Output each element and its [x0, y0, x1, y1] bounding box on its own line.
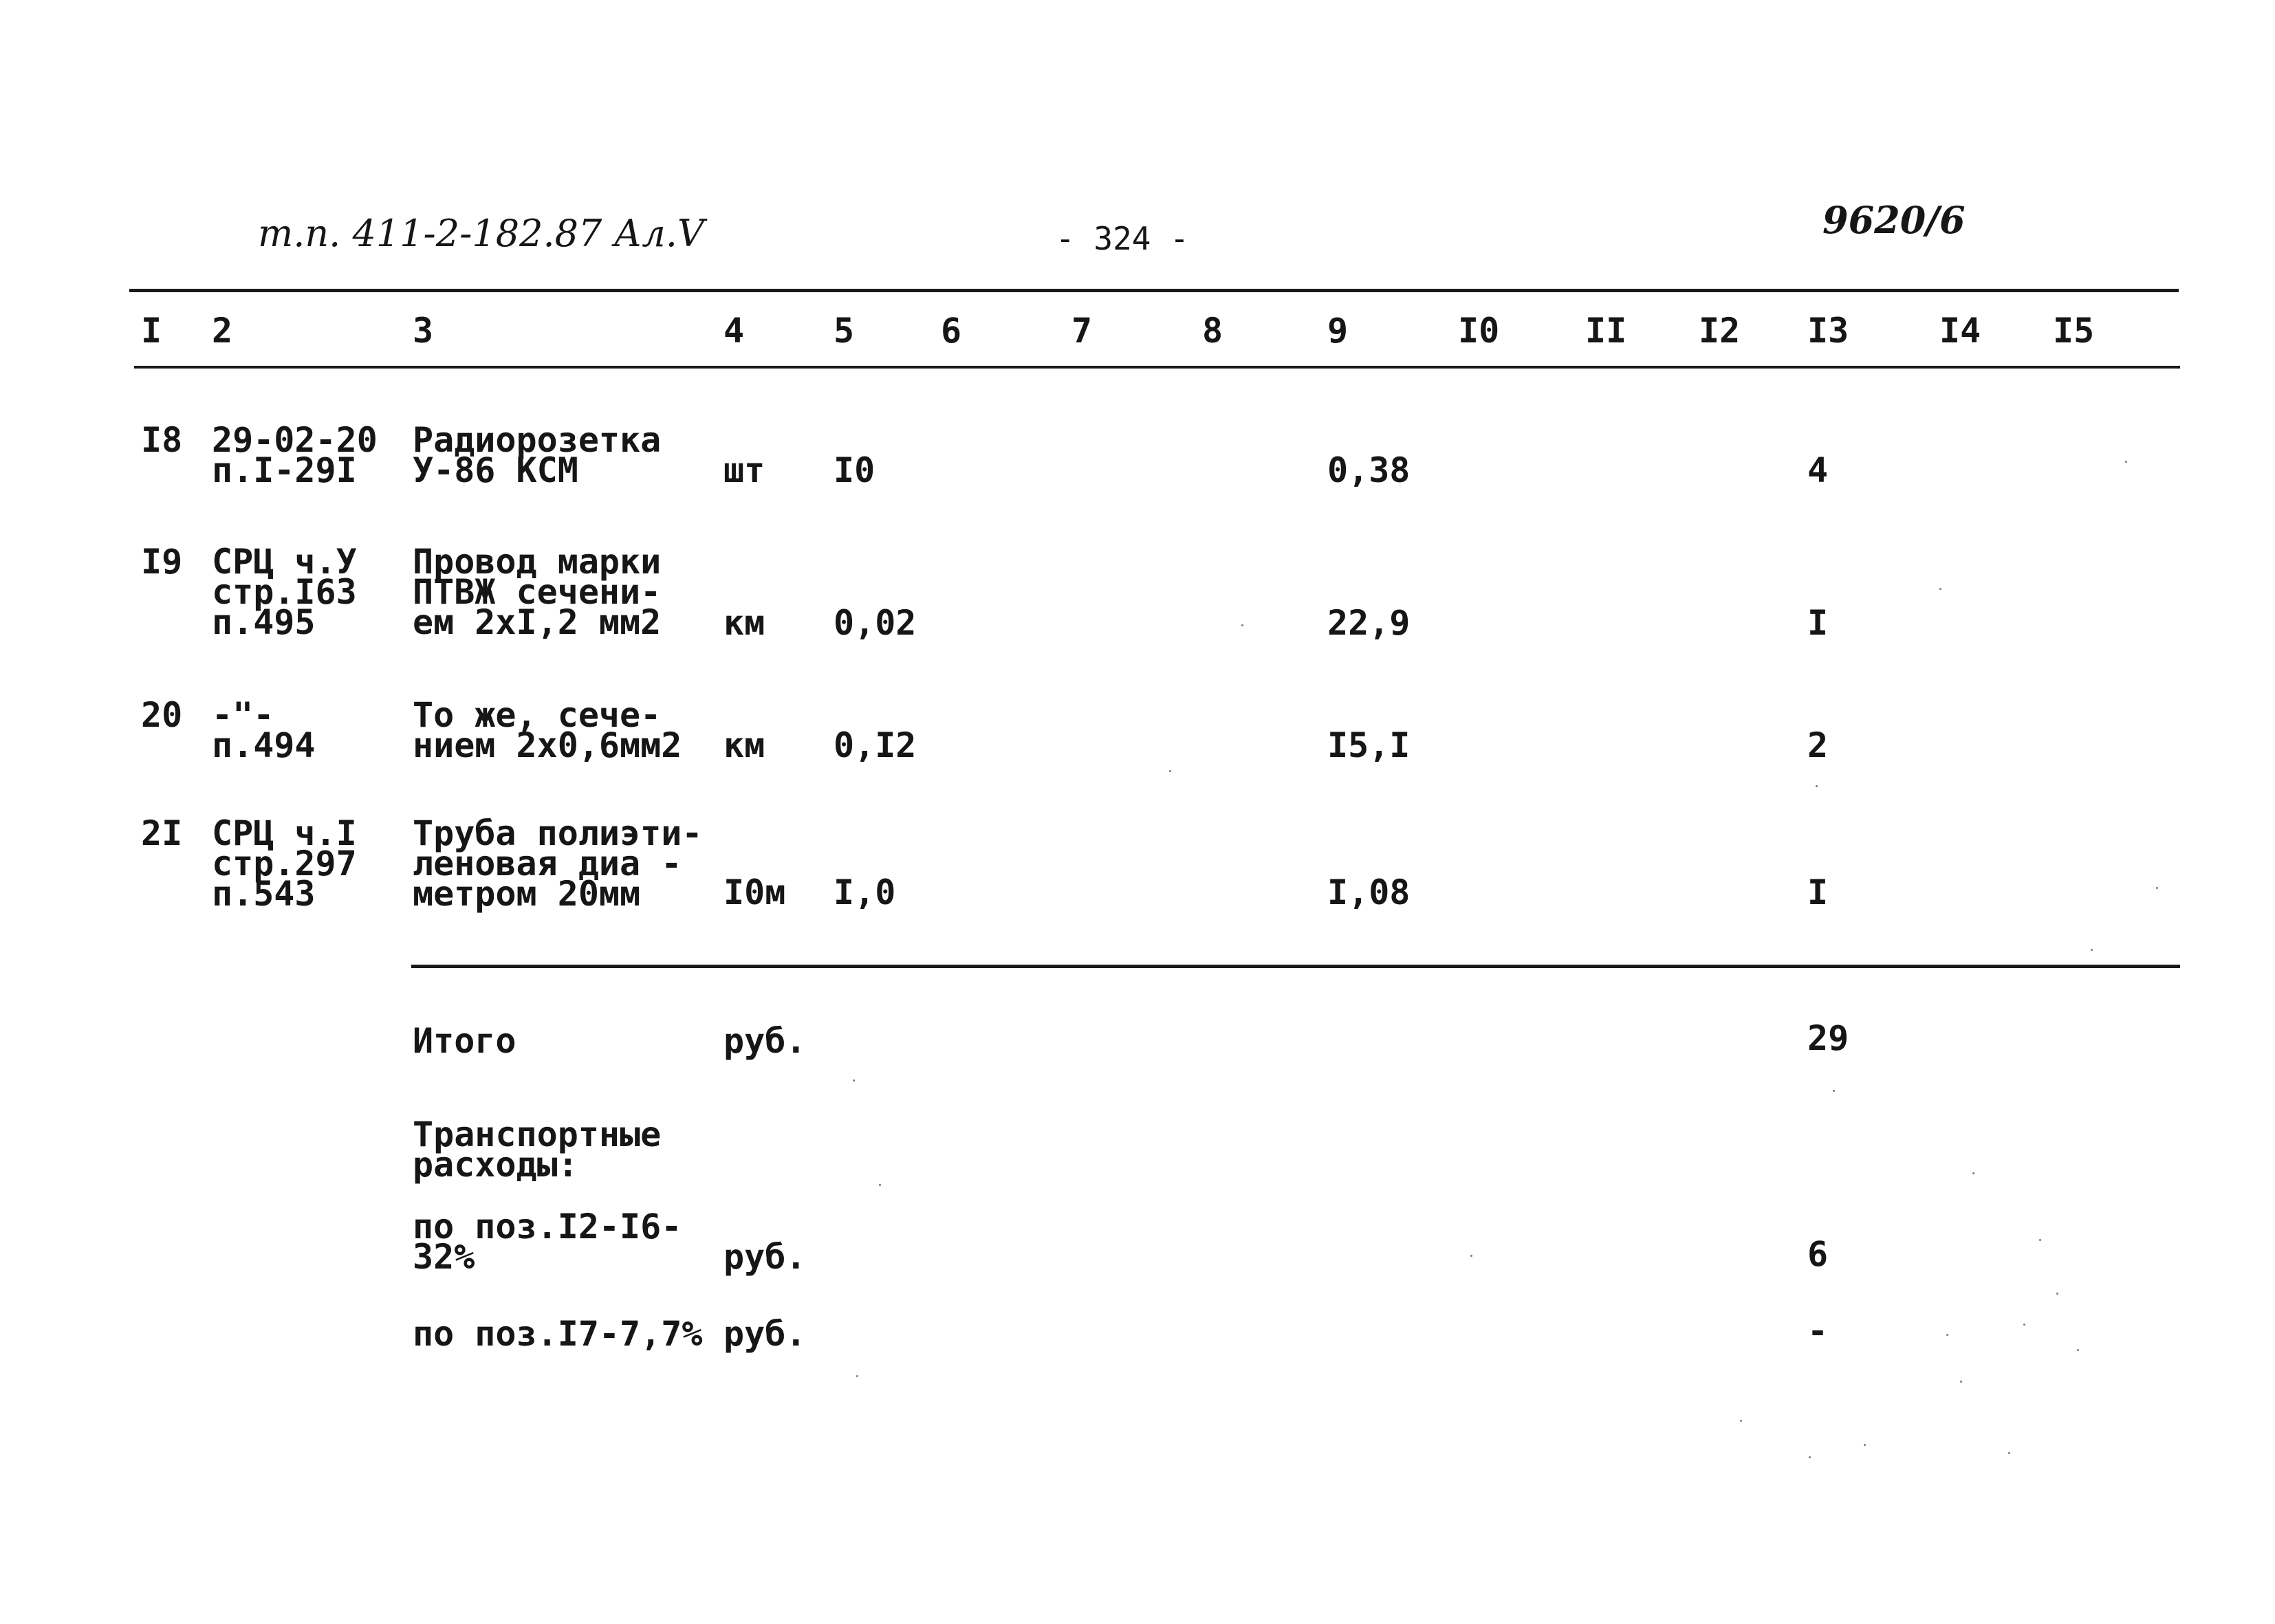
row-number: 2I: [141, 813, 183, 853]
transport-pos2-value: -: [1807, 1311, 1829, 1351]
total-value: 29: [1807, 1018, 1849, 1058]
row-price: I5,I: [1327, 725, 1411, 765]
row-code: СРЦ ч.У стр.I63 п.495: [212, 542, 357, 642]
column-header: 4: [723, 311, 745, 351]
row-name: Провод марки ПТВЖ сечени- ем 2хI,2 мм2: [413, 542, 662, 642]
transport-pos1-value: 6: [1807, 1234, 1829, 1274]
column-header: I2: [1699, 311, 1741, 351]
column-header: II: [1585, 311, 1627, 351]
row-unit: шт: [723, 450, 765, 490]
scan-speck: [1241, 624, 1243, 626]
scan-speck: [2023, 1324, 2025, 1326]
transport-pos1-label: по поз.I2-I6- 32%: [413, 1207, 682, 1277]
scan-speck: [2039, 1239, 2041, 1241]
transport-pos1-unit: руб.: [723, 1237, 807, 1277]
row-number: 20: [141, 695, 183, 735]
transport-pos2-unit: руб.: [723, 1314, 807, 1354]
row-quantity: 0,02: [834, 603, 917, 643]
row-number: I8: [141, 420, 183, 460]
row-name: Радиорозетка У-86 КСМ: [413, 420, 662, 490]
column-header: 3: [413, 311, 434, 351]
column-header: I3: [1807, 311, 1849, 351]
row-total: I: [1807, 603, 1829, 643]
row-price: I,08: [1327, 873, 1411, 912]
row-quantity: I0: [834, 450, 875, 490]
scan-speck: [1833, 1090, 1835, 1092]
scan-speck: [2156, 887, 2158, 889]
scan-speck: [1809, 1456, 1811, 1458]
scan-speck: [2125, 461, 2127, 463]
scan-speck: [879, 1184, 881, 1186]
row-name: Труба полиэти- леновая диа - метром 20мм: [413, 813, 703, 914]
inventory-number: 9620/6: [1822, 198, 1966, 242]
header-top-rule: [129, 289, 2179, 292]
column-header: 6: [941, 311, 962, 351]
row-unit: км: [723, 603, 765, 643]
row-number: I9: [141, 542, 183, 582]
column-header: I0: [1458, 311, 1500, 351]
scan-speck: [853, 1079, 855, 1082]
scan-speck: [2056, 1293, 2058, 1295]
scan-speck: [1939, 588, 1941, 590]
transport-pos2-label: по поз.I7-7,7%: [413, 1314, 703, 1354]
row-price: 22,9: [1327, 603, 1411, 643]
column-header: 8: [1202, 311, 1223, 351]
scan-speck: [1816, 785, 1818, 787]
row-total: 4: [1807, 450, 1829, 490]
row-code: 29-02-20 п.I-29I: [212, 420, 378, 490]
row-code: СРЦ ч.I стр.297 п.543: [212, 813, 357, 914]
scan-speck: [1169, 770, 1171, 772]
column-header: I4: [1939, 311, 1981, 351]
column-header: 5: [834, 311, 855, 351]
row-quantity: 0,I2: [834, 725, 917, 765]
row-name: То же, сече- нием 2х0,6мм2: [413, 695, 682, 765]
column-header: I5: [2053, 311, 2095, 351]
row-unit: I0м: [723, 873, 786, 912]
summary-rule: [411, 965, 2180, 968]
transport-label: Транспортные расходы:: [413, 1115, 662, 1185]
page-number: - 324 -: [1056, 220, 1189, 257]
row-price: 0,38: [1327, 450, 1411, 490]
column-header: I: [141, 311, 162, 351]
total-unit: руб.: [723, 1021, 807, 1061]
column-header: 2: [212, 311, 233, 351]
scan-speck: [2077, 1349, 2079, 1351]
row-quantity: I,0: [834, 873, 896, 912]
scan-speck: [1972, 1172, 1974, 1174]
row-total: I: [1807, 873, 1829, 912]
scan-speck: [1864, 1444, 1866, 1446]
document-reference: т.п. 411-2-182.87 Ал.V: [258, 212, 704, 255]
row-unit: км: [723, 725, 765, 765]
row-code: -"- п.494: [212, 695, 316, 765]
total-label: Итого: [413, 1021, 516, 1061]
scan-speck: [2091, 949, 2093, 951]
row-total: 2: [1807, 725, 1829, 765]
header-bottom-rule: [134, 366, 2180, 369]
scan-speck: [856, 1375, 858, 1377]
scan-speck: [1946, 1334, 1948, 1336]
scan-speck: [1960, 1381, 1962, 1383]
scan-speck: [2008, 1452, 2010, 1454]
scan-speck: [1470, 1255, 1472, 1257]
column-header: 9: [1327, 311, 1349, 351]
column-header: 7: [1071, 311, 1093, 351]
scan-speck: [1740, 1420, 1742, 1422]
